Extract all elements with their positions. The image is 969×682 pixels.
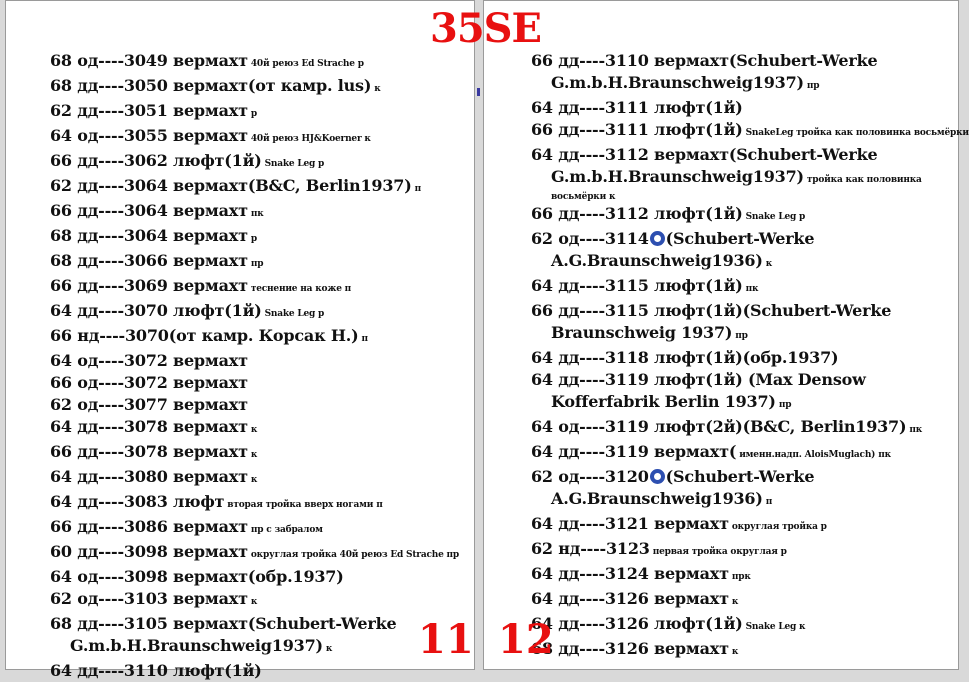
- entry-note: п: [414, 184, 421, 194]
- entry-main: 66 од----3072 вермахт: [50, 373, 248, 392]
- entry-note: п: [765, 497, 773, 507]
- entry-main: 64 дд----3119 вермахт(: [531, 442, 737, 461]
- entry-main: 64 дд----3080 вермахт: [50, 467, 248, 486]
- list-item: [531, 203, 969, 228]
- entry-main: 62 од----3103 вермахт: [50, 589, 248, 608]
- page-number-right: 12: [498, 616, 554, 663]
- list-item: [531, 441, 969, 466]
- entry-main: 66 нд----3070(от камр. Корсак Н.): [50, 326, 359, 345]
- list-item: [50, 150, 459, 175]
- entry-main: 62 од----3077 вермахт: [50, 395, 248, 414]
- entry-main: 64 дд----3119 люфт(1й): [531, 370, 743, 389]
- entry-note: п: [361, 334, 368, 344]
- entry-note: 40й реюз Ed Strache р: [250, 59, 364, 69]
- list-item: [50, 441, 459, 466]
- entry-main: 66 дд----3112 люфт(1й): [531, 204, 743, 223]
- entry-continuation: [531, 166, 969, 191]
- entry-continuation: [531, 488, 969, 513]
- entry-main: 68 дд----3064 вермахт: [50, 226, 248, 245]
- page-divider-mark: [477, 88, 480, 96]
- entry-continuation-text: Braunschweig 1937): [551, 323, 733, 342]
- entry-note: округлая тройка р: [731, 522, 827, 532]
- entry-main: 64 дд----3121 вермахт: [531, 514, 729, 533]
- list-item: [50, 200, 459, 225]
- entry-continuation-text: G.m.b.H.Braunschweig1937): [551, 73, 804, 92]
- list-item: [531, 588, 969, 613]
- entry-main: 64 од----3055 вермахт: [50, 126, 248, 145]
- entry-main: 64 дд----3126 вермахт: [531, 589, 729, 608]
- list-item: [531, 144, 969, 203]
- entry-main: 64 дд----3110 люфт(1й): [50, 661, 262, 680]
- entry-main: 64 дд----3070 люфт(1й): [50, 301, 262, 320]
- entry-note: пр: [735, 331, 748, 341]
- entry-main: 64 од----3119 люфт(2й)(B&C, Berlin1937): [531, 417, 907, 436]
- entry-note: первая тройка округлая р: [652, 547, 787, 557]
- list-item: [50, 516, 459, 541]
- list-item: [531, 638, 969, 663]
- list-item: [531, 538, 969, 563]
- entry-note: пр: [778, 400, 792, 410]
- entry-main: 64 дд----3118 люфт(1й)(обр.1937): [531, 348, 839, 367]
- entry-main: 66 дд----3111 люфт(1й): [531, 120, 743, 139]
- entry-note: к: [250, 450, 258, 460]
- entry-main: 66 дд----3069 вермахт: [50, 276, 248, 295]
- entry-main: 64 дд----3078 вермахт: [50, 417, 248, 436]
- list-item: [50, 250, 459, 275]
- list-item: [531, 466, 969, 513]
- header-label: 35SE: [430, 5, 542, 52]
- entry-main-continued: (Max Densow: [742, 370, 866, 389]
- entry-main: 64 дд----3083 люфт: [50, 492, 225, 511]
- entry-note: к: [731, 597, 739, 607]
- list-item: [531, 97, 969, 119]
- entry-note: к: [250, 597, 258, 607]
- entry-note: к: [250, 425, 258, 435]
- entry-note: вторая тройка вверх ногами п: [227, 500, 383, 510]
- list-item: [50, 466, 459, 491]
- list-item: [50, 300, 459, 325]
- entry-main: 68 дд----3126 вермахт: [531, 639, 729, 658]
- entry-main-continued: (Schubert-Werke: [665, 467, 815, 486]
- entry-main: 60 дд----3098 вермахт: [50, 542, 248, 561]
- entry-main: 62 од----3120: [531, 467, 649, 486]
- list-item: [531, 369, 969, 416]
- entry-continuation: [531, 72, 969, 97]
- right-entries-list: [531, 50, 969, 663]
- entry-note: SnakeLeg тройка как половинка восьмёрки: [745, 128, 969, 138]
- entry-continuation-text: G.m.b.H.Braunschweig1937): [551, 167, 804, 186]
- list-item: [50, 225, 459, 250]
- entry-note: к: [765, 259, 773, 269]
- entry-note: тройка как половинка: [806, 175, 922, 185]
- entry-note: теснение на коже п: [250, 284, 352, 294]
- entry-main: 68 дд----3066 вермахт: [50, 251, 248, 270]
- entry-note: округлая тройка 40й реюз Ed Strache пр: [250, 550, 460, 560]
- list-item: [50, 325, 459, 350]
- entry-main: 62 од----3114: [531, 229, 649, 248]
- entry-main-continued: (Schubert-Werke: [665, 229, 815, 248]
- entry-note: пк: [745, 284, 759, 294]
- list-item: [50, 275, 459, 300]
- entry-main: 64 дд----3124 вермахт: [531, 564, 729, 583]
- entry-main: 64 дд----3126 люфт(1й): [531, 614, 743, 633]
- entry-main: 64 дд----3112 вермахт(Schubert-Werke: [531, 145, 878, 164]
- entry-main: 62 нд----3123: [531, 539, 650, 558]
- list-item: [50, 566, 459, 588]
- entry-main: 66 дд----3064 вермахт: [50, 201, 248, 220]
- entry-note-line: восьмёрки к: [551, 192, 616, 202]
- entry-continuation-text: A.G.Braunschweig1936): [551, 251, 763, 270]
- entry-note: к: [325, 644, 333, 654]
- left-entries-list: [50, 50, 459, 682]
- entry-main: 66 дд----3062 люфт(1й): [50, 151, 262, 170]
- list-item: [50, 100, 459, 125]
- list-item: [531, 513, 969, 538]
- list-item: [531, 563, 969, 588]
- entry-note: к: [374, 84, 381, 94]
- entry-main: 66 дд----3115 люфт(1й)(Schubert-Werke: [531, 301, 892, 320]
- emblem-icon: [650, 469, 665, 484]
- list-item: [50, 350, 459, 372]
- entry-main: 68 дд----3105 вермахт(Schubert-Werke: [50, 614, 397, 633]
- entry-note: пр: [806, 81, 820, 91]
- left-page: [5, 0, 475, 680]
- list-item: [531, 228, 969, 275]
- entry-note: р: [250, 234, 257, 244]
- entry-note: р: [250, 109, 257, 119]
- entry-main: 66 дд----3086 вермахт: [50, 517, 248, 536]
- list-item: [50, 416, 459, 441]
- list-item: [50, 541, 459, 566]
- entry-note: Snake Leg р: [745, 212, 806, 222]
- entry-note: Snake Leg р: [264, 309, 325, 319]
- entry-main: 64 дд----3115 люфт(1й): [531, 276, 743, 295]
- entry-continuation-text: A.G.Braunschweig1936): [551, 489, 763, 508]
- right-page: [483, 0, 969, 670]
- entry-note: пк: [909, 425, 923, 435]
- entry-note: 40й реюз HJ&Koerner к: [250, 134, 371, 144]
- entry-continuation: [531, 391, 969, 416]
- list-item: [50, 394, 459, 416]
- entry-note: пр: [250, 259, 264, 269]
- list-item: [50, 75, 459, 100]
- entry-main: 64 дд----3111 люфт(1й): [531, 98, 743, 117]
- list-item: [50, 491, 459, 516]
- list-item: [531, 119, 969, 144]
- entry-main: 62 дд----3051 вермахт: [50, 101, 248, 120]
- list-item: [50, 50, 459, 75]
- list-item: [531, 347, 969, 369]
- entry-main: 66 дд----3110 вермахт(Schubert-Werke: [531, 51, 878, 70]
- list-item: [531, 300, 969, 347]
- entry-main: 64 од----3072 вермахт: [50, 351, 248, 370]
- entry-main: 66 дд----3078 вермахт: [50, 442, 248, 461]
- list-item: [50, 588, 459, 613]
- entry-note: пр с забралом: [250, 525, 323, 535]
- entry-note: именн.надп. AloisMuglach): [739, 450, 876, 460]
- list-item: [50, 372, 459, 394]
- entry-note: к: [731, 647, 739, 657]
- list-item: [531, 50, 969, 97]
- entry-continuation: [50, 635, 459, 660]
- entry-note: Snake Leg к: [745, 622, 806, 632]
- list-item: [50, 660, 459, 682]
- entry-note: Snake Leg р: [264, 159, 325, 169]
- entry-main: 68 дд----3050 вермахт(от камр. lus): [50, 76, 372, 95]
- entry-continuation: [531, 250, 969, 275]
- entry-continuation-text: Kofferfabrik Berlin 1937): [551, 392, 776, 411]
- emblem-icon: [650, 231, 665, 246]
- list-item: [531, 275, 969, 300]
- list-item: [50, 613, 459, 660]
- entry-continuation-text: G.m.b.H.Braunschweig1937): [70, 636, 323, 655]
- entry-continuation: [531, 322, 969, 347]
- list-item: [50, 125, 459, 150]
- entry-note: пк: [250, 209, 264, 219]
- entry-main: 64 од----3098 вермахт(обр.1937): [50, 567, 344, 586]
- page-number-left: 11: [418, 616, 474, 663]
- entry-note: к: [250, 475, 258, 485]
- list-item: [531, 613, 969, 638]
- entry-note: прк: [731, 572, 751, 582]
- list-item: [50, 175, 459, 200]
- entry-main: 62 дд----3064 вермахт(B&C, Berlin1937): [50, 176, 412, 195]
- entry-note-tail: пк: [878, 450, 891, 460]
- entry-main: 68 од----3049 вермахт: [50, 51, 248, 70]
- list-item: [531, 416, 969, 441]
